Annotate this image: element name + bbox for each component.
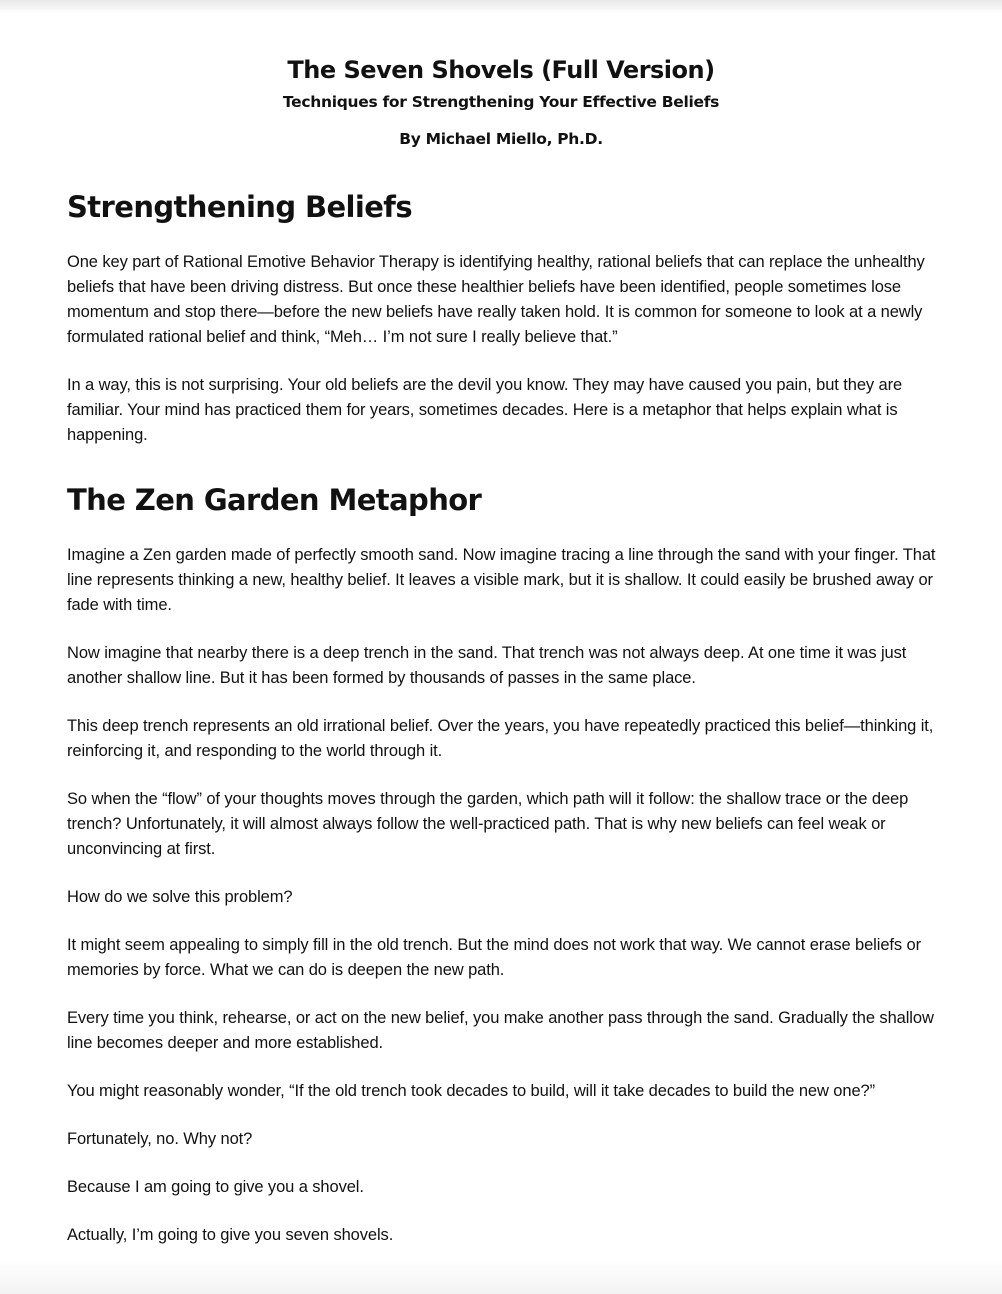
paragraph: One key part of Rational Emotive Behavior Therapy is identifying healthy, rational beliefs that can replace the unhealthy beliefs that have been driving distress. But once these healthier beliefs have been identified, people sometimes lose momentum and stop there—before the new beliefs have really taken hold. It is common for someone to look at a newly formulated rational belief and think, “Meh… I’m not sure I really believe that.” xyxy=(67,253,925,346)
paragraph: Now imagine that nearby there is a deep trench in the sand. That trench was not always deep. At one time it was just another shallow line. But it has been formed by thousands of passes in the same place. xyxy=(67,644,907,687)
paragraph: In a way, this is not surprising. Your old beliefs are the devil you know. They may have caused you pain, but they are familiar. Your mind has practiced them for years, sometimes decades. Here is a metaphor that helps explain what is happening. xyxy=(67,376,903,444)
paragraph: This deep trench represents an old irrational belief. Over the years, you have repeatedly practiced this belief—thinking it, reinforcing it, and responding to the world through it. xyxy=(67,717,934,760)
paragraph: Every time you think, rehearse, or act on the new belief, you make another pass through the sand. Gradually the shallow line becomes deeper and more established. xyxy=(67,1009,934,1052)
document-header xyxy=(0,50,1002,151)
document-title: The Seven Shovels (Full Version) xyxy=(287,56,715,84)
paragraph: How do we solve this problem? xyxy=(67,888,293,906)
paragraph: Because I am going to give you a shovel. xyxy=(67,1178,364,1196)
section-strengthening-beliefs xyxy=(67,183,962,448)
section-heading: Strengthening Beliefs xyxy=(67,190,412,224)
document-subtitle: Techniques for Strengthening Your Effective Beliefs xyxy=(282,93,720,111)
document-author: By Michael Miello, Ph.D. xyxy=(399,130,603,148)
paragraph: It might seem appealing to simply fill in the old trench. But the mind does not work that way. We cannot erase beliefs or memories by force. What we can do is deepen the new path. xyxy=(67,936,921,979)
paragraph: Fortunately, no. Why not? xyxy=(67,1130,253,1148)
paragraph: Imagine a Zen garden made of perfectly smooth sand. Now imagine tracing a line through the sand with your finger. That line represents thinking a new, healthy belief. It leaves a visible mark, but it is shallow. It could easily be brushed away or fade with time. xyxy=(67,546,936,614)
paragraph: So when the “flow” of your thoughts moves through the garden, which path will it follow: the shallow trace or the deep trench? Unfortunately, it will almost always follow the well-practiced path. That is why new beliefs can feel weak or unconvincing at first. xyxy=(67,790,909,858)
paragraph: You might reasonably wonder, “If the old trench took decades to build, will it take decades to build the new one?” xyxy=(67,1082,876,1100)
document-body xyxy=(67,183,962,1271)
page-top-shadow xyxy=(0,0,1002,14)
page-bottom-shadow xyxy=(0,1258,1002,1294)
section-heading: The Zen Garden Metaphor xyxy=(67,483,482,517)
paragraph: Actually, I’m going to give you seven shovels. xyxy=(67,1226,394,1244)
section-zen-garden-metaphor xyxy=(67,476,962,1248)
